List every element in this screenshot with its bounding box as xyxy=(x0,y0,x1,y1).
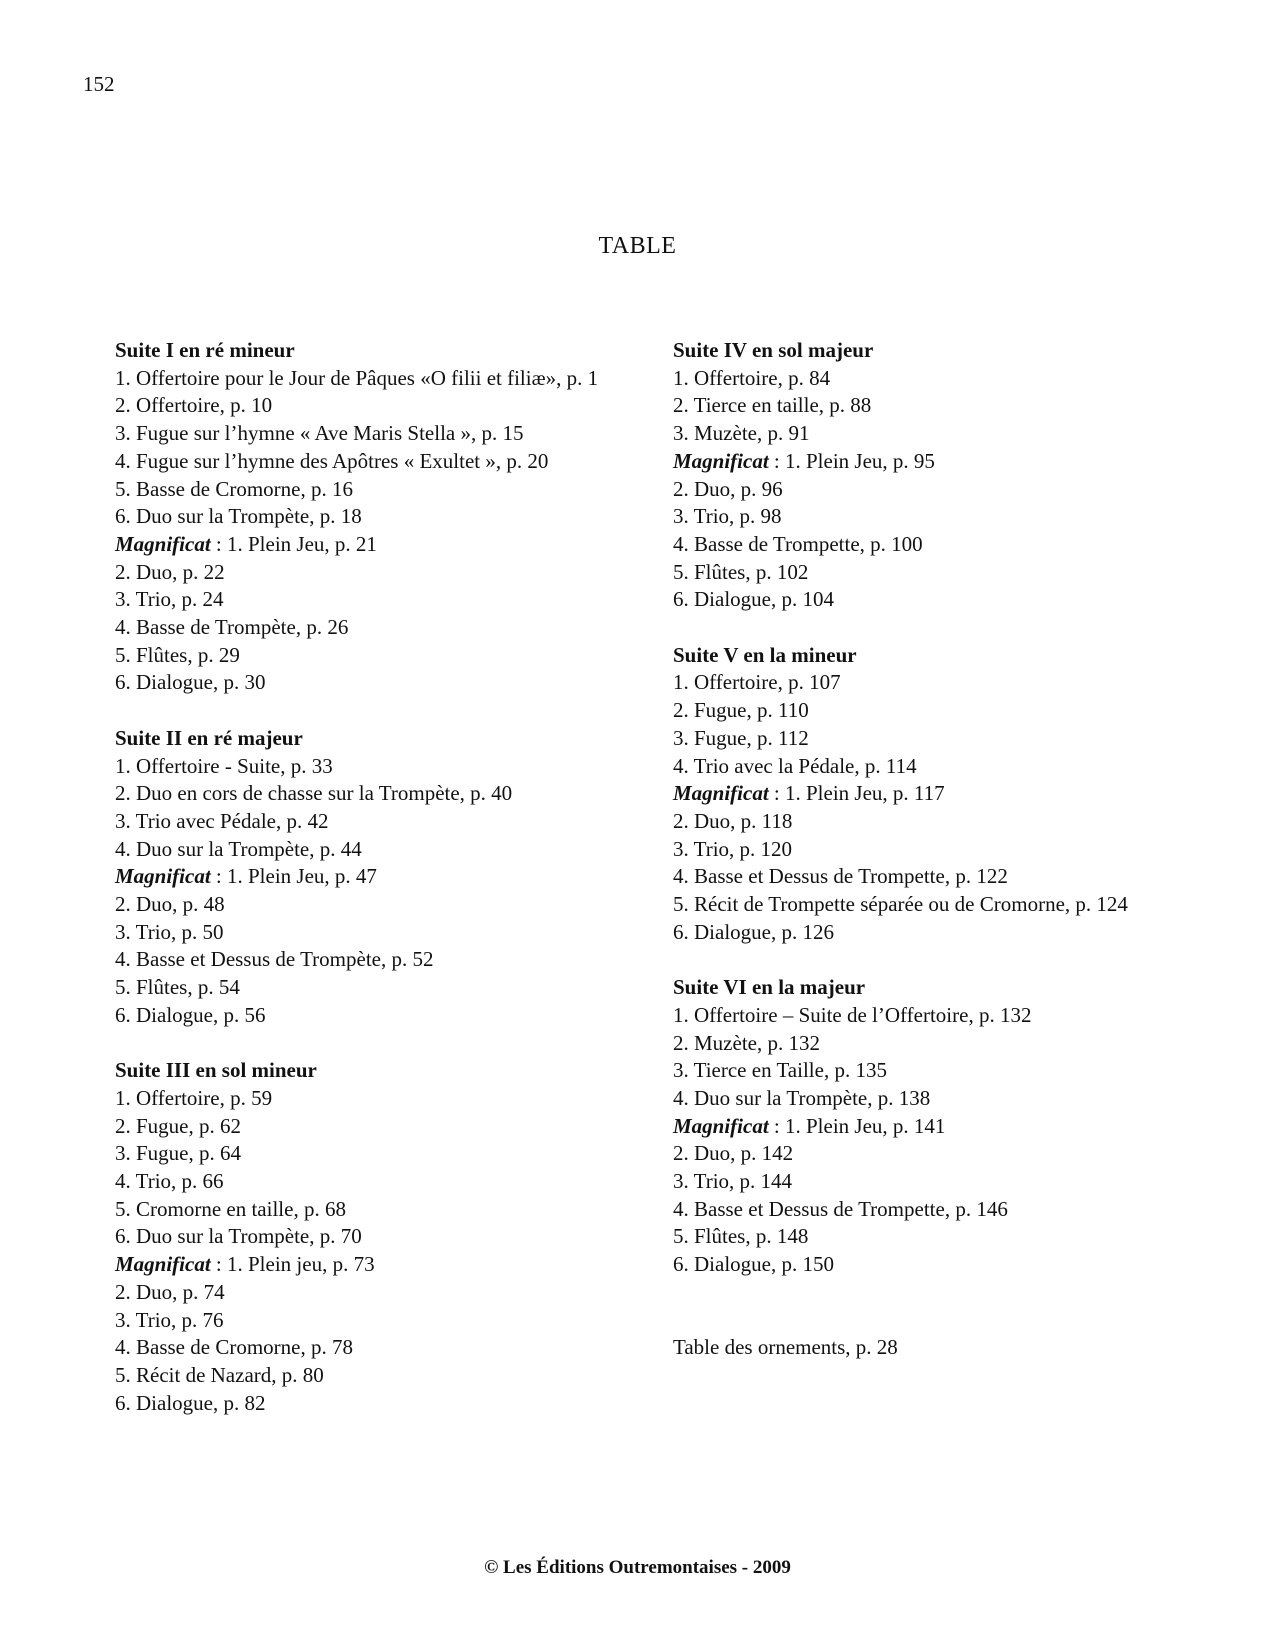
magnificat-label: Magnificat xyxy=(673,1113,769,1138)
toc-entry xyxy=(115,531,598,559)
toc-entry-text: 3. Muzète, p. 91 xyxy=(673,421,810,446)
toc-entry-text: 2. Muzète, p. 132 xyxy=(673,1030,820,1055)
suite-block xyxy=(673,974,1128,1279)
toc-entry-text: 1. Offertoire, p. 59 xyxy=(115,1085,273,1110)
toc-entry-text: 1. Offertoire – Suite de l’Offertoire, p. 132 xyxy=(673,1002,1032,1027)
suite-block xyxy=(115,725,598,1030)
suite-heading: Suite I en ré mineur xyxy=(115,338,295,362)
toc-entry-text: 2. Offertoire, p. 10 xyxy=(115,393,273,418)
toc-entry-text: 4. Duo sur la Trompète, p. 44 xyxy=(115,836,362,861)
page-number: 152 xyxy=(83,72,115,96)
toc-left-column xyxy=(115,337,598,1445)
toc-entry xyxy=(115,1223,598,1251)
magnificat-label: Magnificat xyxy=(673,448,769,473)
toc-entry xyxy=(673,863,1128,891)
suite-block xyxy=(115,337,598,697)
toc-entry-text: 2. Duo, p. 118 xyxy=(673,808,793,833)
toc-entry xyxy=(673,1168,1128,1196)
toc-entry xyxy=(673,1002,1128,1030)
toc-entry-text: 1. Offertoire, p. 84 xyxy=(673,365,831,390)
toc-entry xyxy=(673,420,1128,448)
toc-entry-text: 2. Duo, p. 74 xyxy=(115,1279,225,1304)
toc-entry xyxy=(115,669,598,697)
toc-entry-text: 4. Basse de Trompette, p. 100 xyxy=(673,531,923,556)
toc-entry xyxy=(673,1196,1128,1224)
toc-entry xyxy=(115,392,598,420)
suite-block xyxy=(673,337,1128,614)
toc-entry-text: 2. Fugue, p. 62 xyxy=(115,1113,241,1138)
toc-entry xyxy=(115,836,598,864)
suite-block xyxy=(673,642,1128,947)
toc-entry-text: : 1. Plein Jeu, p. 95 xyxy=(768,448,935,473)
toc-entry-text: 5. Flûtes, p. 29 xyxy=(115,642,240,667)
toc-entry-text: 5. Flûtes, p. 54 xyxy=(115,975,240,1000)
toc-entry xyxy=(115,1113,598,1141)
copyright-footer: © Les Éditions Outremontaises - 2009 xyxy=(484,1557,791,1578)
toc-entry xyxy=(673,586,1128,614)
toc-entry-text: 5. Récit de Nazard, p. 80 xyxy=(115,1362,324,1387)
toc-entry-text: 2. Duo, p. 142 xyxy=(673,1141,794,1166)
suite-block xyxy=(115,1057,598,1417)
toc-entry xyxy=(673,1140,1128,1168)
toc-entry xyxy=(115,1279,598,1307)
toc-entry xyxy=(673,725,1128,753)
toc-entry xyxy=(673,1057,1128,1085)
ornaments-table-entry: Table des ornements, p. 28 xyxy=(673,1334,898,1359)
toc-entry xyxy=(115,863,598,891)
toc-entry-text: 4. Trio, p. 66 xyxy=(115,1169,224,1194)
toc-entry xyxy=(115,946,598,974)
toc-entry-text: 6. Dialogue, p. 150 xyxy=(673,1252,834,1277)
toc-entry-text: 6. Dialogue, p. 104 xyxy=(673,587,834,612)
toc-entry-text: 1. Offertoire, p. 107 xyxy=(673,670,841,695)
toc-entry-text: 2. Duo, p. 48 xyxy=(115,892,225,917)
toc-entry xyxy=(115,559,598,587)
toc-entry-text: 3. Trio, p. 50 xyxy=(115,919,224,944)
toc-entry xyxy=(673,392,1128,420)
suite-heading: Suite IV en sol majeur xyxy=(673,338,874,362)
toc-entry-text: 4. Duo sur la Trompète, p. 138 xyxy=(673,1085,931,1110)
toc-entry xyxy=(673,559,1128,587)
toc-entry-text: : 1. Plein Jeu, p. 117 xyxy=(768,781,945,806)
toc-entry xyxy=(115,1307,598,1335)
toc-entry xyxy=(673,891,1128,919)
toc-entry xyxy=(115,614,598,642)
toc-entry-text: 3. Trio, p. 98 xyxy=(673,504,782,529)
page-title: TABLE xyxy=(598,233,677,259)
toc-entry-text: 2. Tierce en taille, p. 88 xyxy=(673,393,872,418)
suite-heading: Suite III en sol mineur xyxy=(115,1058,317,1083)
toc-entry xyxy=(673,1251,1128,1279)
toc-entry-text: 3. Trio, p. 120 xyxy=(673,836,793,861)
toc-entry-text: 4. Basse et Dessus de Trompète, p. 52 xyxy=(115,947,434,972)
toc-entry xyxy=(673,697,1128,725)
toc-entry-text: 3. Trio avec Pédale, p. 42 xyxy=(115,808,329,833)
toc-entry-text: 6. Dialogue, p. 56 xyxy=(115,1002,266,1027)
toc-entry xyxy=(115,753,598,781)
toc-entry-text: 3. Trio, p. 24 xyxy=(115,587,224,612)
magnificat-label: Magnificat xyxy=(115,864,211,889)
toc-entry xyxy=(115,1251,598,1279)
toc-entry xyxy=(115,503,598,531)
toc-entry xyxy=(673,919,1128,947)
toc-right-suites xyxy=(673,337,1128,1279)
magnificat-label: Magnificat xyxy=(673,781,769,806)
toc-entry xyxy=(115,1334,598,1362)
toc-entry-text: 6. Duo sur la Trompète, p. 18 xyxy=(115,504,362,529)
toc-entry-text: 2. Duo en cors de chasse sur la Trompète, p. 40 xyxy=(115,781,513,806)
toc-entry xyxy=(673,503,1128,531)
toc-entry-text: 3. Trio, p. 144 xyxy=(673,1169,793,1194)
magnificat-label: Magnificat xyxy=(115,531,211,556)
toc-entry xyxy=(673,365,1128,393)
toc-entry xyxy=(673,1223,1128,1251)
toc-entry xyxy=(673,476,1128,504)
toc-entry-text: 2. Fugue, p. 110 xyxy=(673,698,809,723)
toc-entry xyxy=(115,1362,598,1390)
toc-entry-text: : 1. Plein Jeu, p. 141 xyxy=(768,1113,946,1138)
toc-entry-text: 1. Offertoire - Suite, p. 33 xyxy=(115,753,333,778)
toc-entry-text: 5. Basse de Cromorne, p. 16 xyxy=(115,476,353,501)
toc-entry xyxy=(115,974,598,1002)
toc-entry-text: 5. Récit de Trompette séparée ou de Cromorne, p. 124 xyxy=(673,892,1128,917)
suite-heading: Suite VI en la majeur xyxy=(673,975,866,1000)
toc-entry xyxy=(115,1140,598,1168)
toc-entry-text: 6. Duo sur la Trompète, p. 70 xyxy=(115,1224,362,1249)
toc-entry-text: 6. Dialogue, p. 82 xyxy=(115,1390,266,1415)
toc-entry-text: 6. Dialogue, p. 30 xyxy=(115,670,266,695)
toc-entry-text: 4. Trio avec la Pédale, p. 114 xyxy=(673,753,917,778)
magnificat-label: Magnificat xyxy=(115,1252,211,1277)
toc-entry-text: : 1. Plein Jeu, p. 21 xyxy=(210,531,377,556)
toc-entry xyxy=(673,753,1128,781)
toc-entry xyxy=(115,1168,598,1196)
toc-entry xyxy=(673,808,1128,836)
toc-entry xyxy=(673,531,1128,559)
toc-entry xyxy=(115,780,598,808)
toc-entry-text: 4. Basse et Dessus de Trompette, p. 146 xyxy=(673,1196,1008,1221)
toc-entry xyxy=(115,1085,598,1113)
toc-entry xyxy=(115,642,598,670)
toc-entry-text: 3. Fugue, p. 112 xyxy=(673,725,809,750)
toc-entry xyxy=(673,780,1128,808)
toc-entry xyxy=(673,836,1128,864)
toc-entry-text: 6. Dialogue, p. 126 xyxy=(673,919,834,944)
toc-entry-text: 1. Offertoire pour le Jour de Pâques «O filii et filiæ», p. 1 xyxy=(115,365,599,390)
toc-entry-text: 2. Duo, p. 96 xyxy=(673,476,783,501)
toc-entry xyxy=(673,1030,1128,1058)
toc-entry xyxy=(115,1390,598,1418)
toc-entry-text: 5. Flûtes, p. 148 xyxy=(673,1224,809,1249)
toc-entry xyxy=(115,586,598,614)
toc-entry-text: 3. Trio, p. 76 xyxy=(115,1307,224,1332)
toc-entry xyxy=(673,448,1128,476)
toc-entry xyxy=(115,891,598,919)
toc-entry xyxy=(673,1113,1128,1141)
toc-entry-text: : 1. Plein Jeu, p. 47 xyxy=(210,864,377,889)
toc-entry xyxy=(115,420,598,448)
toc-entry-text: 4. Basse et Dessus de Trompette, p. 122 xyxy=(673,864,1008,889)
toc-entry-text: 4. Fugue sur l’hymne des Apôtres « Exultet », p. 20 xyxy=(115,448,549,473)
toc-entry xyxy=(115,1002,598,1030)
toc-entry-text: 2. Duo, p. 22 xyxy=(115,559,225,584)
toc-entry-text: 4. Basse de Cromorne, p. 78 xyxy=(115,1335,353,1360)
toc-entry-text: 3. Tierce en Taille, p. 135 xyxy=(673,1058,887,1083)
toc-entry-text: 3. Fugue sur l’hymne « Ave Maris Stella », p. 15 xyxy=(115,421,524,446)
toc-entry xyxy=(115,476,598,504)
toc-entry-text: 5. Cromorne en taille, p. 68 xyxy=(115,1196,346,1221)
toc-entry-text: 3. Fugue, p. 64 xyxy=(115,1141,241,1166)
toc-entry xyxy=(115,808,598,836)
toc-entry xyxy=(673,669,1128,697)
toc-entry xyxy=(115,365,598,393)
toc-entry xyxy=(115,448,598,476)
toc-entry xyxy=(115,1196,598,1224)
suite-heading: Suite V en la mineur xyxy=(673,642,857,667)
toc-entry xyxy=(115,919,598,947)
toc-entry-text: : 1. Plein jeu, p. 73 xyxy=(210,1252,375,1277)
toc-entry xyxy=(673,1085,1128,1113)
toc-entry-text: 4. Basse de Trompète, p. 26 xyxy=(115,615,349,640)
suite-heading: Suite II en ré majeur xyxy=(115,725,303,750)
toc-entry-text: 5. Flûtes, p. 102 xyxy=(673,559,809,584)
toc-right-column xyxy=(673,337,1128,1362)
